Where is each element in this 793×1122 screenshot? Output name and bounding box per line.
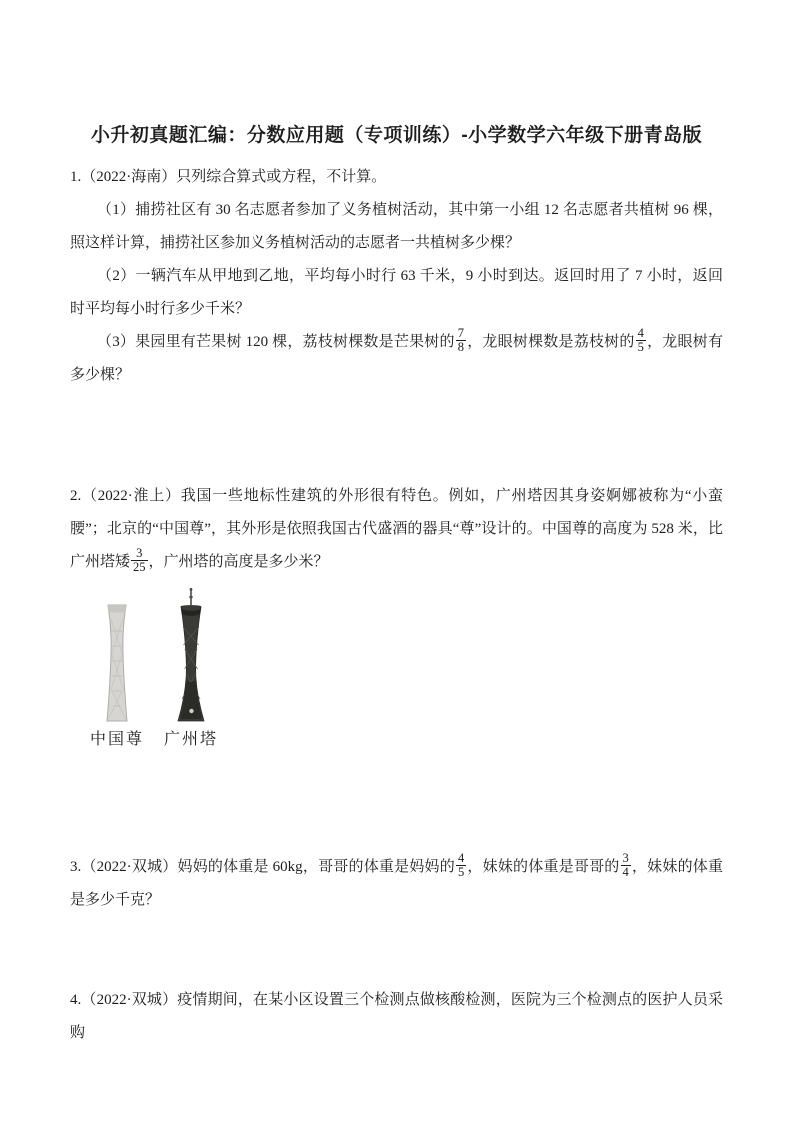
fraction-numerator: 4 (457, 850, 465, 865)
fraction-denominator: 5 (637, 340, 644, 355)
question-1-head (70, 161, 723, 194)
question-3-text-post: ，妹妹的体重是多少千克？ (70, 859, 723, 908)
question-2-text (70, 480, 723, 579)
fraction-four-fifths (636, 327, 646, 355)
fraction-three-quarters (621, 852, 631, 880)
figure-canton-tower (160, 587, 222, 751)
fraction-four-fifths (456, 852, 466, 880)
question-1-part-3-text-post: ，龙眼树有多少棵？ (70, 334, 723, 383)
fraction-denominator: 25 (133, 560, 146, 575)
fraction-seven-eighths (456, 327, 466, 355)
question-2-text-pre: 2.（2022·淮上）我国一些地标性建筑的外形很有特色。例如，广州塔因其身姿婀娜被称为“小蛮腰”；北京的“中国尊”，其外形是依照我国古代盛酒的器具“尊”设计的。中国尊的高度为 528 米，比广州塔矮 (70, 488, 723, 570)
figure-china-zun (86, 587, 148, 751)
canton-tower-drawing (170, 587, 212, 725)
fraction-numerator: 4 (637, 325, 644, 340)
question-3-text (70, 851, 723, 917)
fraction-numerator: 3 (622, 850, 629, 865)
canton-tower-label: 广州塔 (163, 731, 218, 748)
fraction-denominator: 5 (457, 865, 465, 880)
question-3-text-pre: 3.（2022·双城）妈妈的体重是 60kg，哥哥的体重是妈妈的 (70, 859, 455, 875)
fraction-denominator: 4 (622, 865, 629, 880)
question-1-part-2 (70, 260, 723, 326)
tower-figures (86, 587, 723, 751)
question-1-part-2-text: （2）一辆汽车从甲地到乙地，平均每小时行 63 千米，9 小时到达。返回时用了 7 小时，返回时平均每小时行多少千米？ (70, 268, 723, 317)
question-4-text-run: 4.（2022·双城）疫情期间，在某小区设置三个检测点做核酸检测，医院为三个检测点的医护人员采购 (70, 992, 723, 1041)
china-zun-tower-drawing (101, 601, 133, 725)
question-1-part-3-text-mid: ，龙眼树棵数是荔枝树的 (467, 334, 635, 350)
question-1-part-1-text: （1）捕捞社区有 30 名志愿者参加了义务植树活动，其中第一小组 12 名志愿者共植树 96 棵，照这样计算，捕捞社区参加义务植树活动的志愿者一共植树多少棵？ (70, 202, 723, 251)
question-3-text-mid: ，妹妹的体重是哥哥的 (467, 859, 620, 875)
page-title: 小升初真题汇编：分数应用题（专项训练）-小学数学六年级下册青岛版 (90, 125, 703, 146)
question-1-part-1 (70, 194, 723, 260)
fraction-three-twentyfifths (131, 547, 148, 575)
china-zun-label: 中国尊 (89, 731, 144, 748)
question-1-head-text: 1.（2022·海南）只列综合算式或方程，不计算。 (70, 169, 387, 185)
canton-tower-image (170, 587, 212, 725)
fraction-numerator: 3 (131, 547, 148, 562)
question-1-part-3 (70, 326, 723, 392)
fraction-denominator: 8 (457, 340, 464, 355)
question-4-text (70, 984, 723, 1050)
question-2-text-post: ，广州塔的高度是多少米？ (148, 554, 329, 570)
china-zun-image (101, 587, 133, 725)
question-1-part-3-text-pre: （3）果园里有芒果树 120 棵，荔枝树棵数是芒果树的 (97, 334, 455, 350)
fraction-numerator: 7 (457, 325, 464, 340)
